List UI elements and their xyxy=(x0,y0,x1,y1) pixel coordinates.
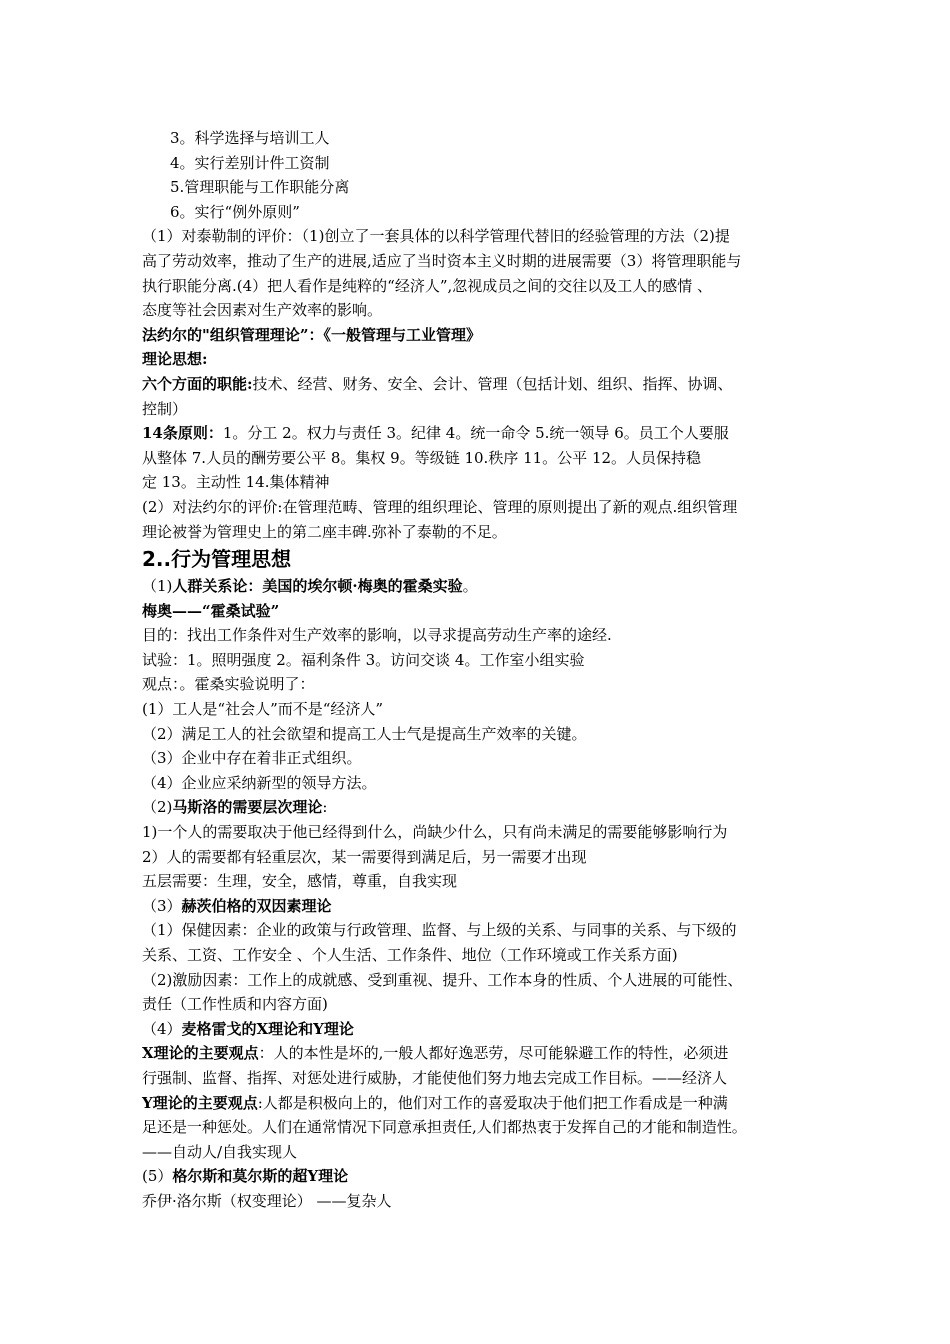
bold-lead: Y理论的主要观点 xyxy=(142,1093,258,1112)
text-line xyxy=(142,470,822,495)
text-line xyxy=(142,1091,822,1116)
line-text: 1)一个人的需要取决于他已经得到什么，尚缺少什么，只有尚未满足的需要能够影响行为 xyxy=(142,823,728,842)
line-text: （1）对泰勒制的评价：（1)创立了一套具体的以科学管理代替旧的经验管理的方法（2)提 xyxy=(142,227,730,246)
text-line xyxy=(142,298,822,323)
text-line xyxy=(142,274,822,299)
text-line xyxy=(142,1140,822,1165)
text-line xyxy=(142,1066,822,1091)
text-line xyxy=(142,1041,822,1066)
text-line xyxy=(142,672,822,697)
line-text: 定 13。主动性 14.集体精神 xyxy=(142,473,330,492)
line-text: (1）工人是“社会人”而不是“经济人” xyxy=(142,700,384,719)
text-line xyxy=(142,968,822,993)
line-text: 理论思想: xyxy=(142,350,208,369)
text-line xyxy=(142,623,822,648)
line-text: 关系、工资、工作安全 、个人生活、工作条件、地位（工作环境或工作关系方面) xyxy=(142,946,678,964)
line-text: 2）人的需要都有轻重层次，某一需要得到满足后，另一需要才出现 xyxy=(142,847,587,866)
line-text: 技术、经营、财务、安全、会计、管理（包括计划、组织、指挥、协调、 xyxy=(252,374,733,393)
line-text: 行强制、监督、指挥、对惩处进行威胁，才能使他们努力地去完成工作目标。——经济人 xyxy=(142,1068,728,1087)
text-line xyxy=(142,992,822,1017)
line-prefix: （3） xyxy=(142,896,182,915)
bold-lead: 赫茨伯格的双因素理论 xyxy=(181,896,332,915)
text-line xyxy=(142,918,822,943)
line-text: 从整体 7.人员的酬劳要公平 8。集权 9。等级链 10.秩序 11。公平 12。人员保持稳 xyxy=(142,448,702,467)
line-text: （4）企业应采纳新型的领导方法。 xyxy=(142,773,377,792)
line-prefix: （4） xyxy=(142,1019,182,1038)
text-line xyxy=(142,845,822,870)
line-text: (2）对法约尔的评价:在管理范畴、管理的组织理论、管理的原则提出了新的观点.组织管理 xyxy=(142,497,738,516)
line-text: 执行职能分离.(4）把人看作是纯粹的“经济人”,忽视成员之间的交往以及工人的感情 、 xyxy=(142,276,713,295)
line-text: 理论被誉为管理史上的第二座丰碑.弥补了泰勒的不足。 xyxy=(142,522,507,541)
line-text: 5.管理职能与工作职能分离 xyxy=(170,178,350,197)
line-text: 。 xyxy=(462,577,478,596)
text-line xyxy=(142,722,822,747)
text-line xyxy=(142,421,822,446)
line-text: 高了劳动效率，推动了生产的进展,适应了当时资本主义时期的进展需要（3）将管理职能与 xyxy=(142,251,742,270)
chapter-heading xyxy=(142,544,822,574)
text-line xyxy=(142,746,822,771)
text-line xyxy=(142,520,822,545)
line-prefix: （1) xyxy=(142,577,173,596)
text-line xyxy=(142,943,822,968)
line-text: 乔伊·洛尔斯（权变理论） ——复杂人 xyxy=(142,1191,392,1210)
section-heading xyxy=(142,347,822,372)
text-line xyxy=(142,397,822,422)
section-heading xyxy=(142,599,822,624)
text-line xyxy=(142,175,822,200)
bold-lead: 14条原则： xyxy=(142,424,223,443)
text-line xyxy=(142,869,822,894)
text-line xyxy=(142,648,822,673)
text-line xyxy=(142,495,822,520)
bold-lead: 格尔斯和莫尔斯的超Y理论 xyxy=(172,1167,349,1186)
text-line xyxy=(142,894,822,919)
line-text: 2..行为管理思想 xyxy=(142,547,292,572)
bold-lead: X理论的主要观点 xyxy=(142,1044,259,1063)
line-text: 足还是一种惩处。人们在通常情况下同意承担责任,人们都热衷于发挥自己的才能和制造性。 xyxy=(142,1118,747,1137)
line-text: 6。实行“例外原则” xyxy=(170,202,300,221)
text-line xyxy=(142,224,822,249)
line-text: 目的：找出工作条件对生产效率的影响，以寻求提高劳动生产率的途经. xyxy=(142,626,612,645)
text-line xyxy=(142,1017,822,1042)
text-line xyxy=(142,820,822,845)
line-text: （2)激励因素：工作上的成就感、受到重视、提升、工作本身的性质、个人进展的可能性、 xyxy=(142,970,743,989)
text-line xyxy=(142,697,822,722)
text-line xyxy=(142,795,822,820)
line-text: 五层需要：生理，安全，感情，尊重，自我实现 xyxy=(142,872,458,891)
line-text: 3。科学选择与培训工人 xyxy=(170,129,330,147)
bold-lead: 马斯洛的需要层次理论 xyxy=(172,798,323,817)
bold-lead: 人群关系论：美国的埃尔顿·梅奥的霍桑实验 xyxy=(172,577,463,596)
line-text: ：人的本性是坏的,一般人都好逸恶劳，尽可能躲避工作的特性，必须进 xyxy=(258,1044,729,1063)
bold-lead: 六个方面的职能: xyxy=(142,374,253,393)
text-line xyxy=(142,771,822,796)
section-heading xyxy=(142,323,822,348)
line-text: 1。分工 2。权力与责任 3。纪律 4。统一命令 5.统一领导 6。员工个人要服 xyxy=(222,424,729,443)
line-prefix: (5） xyxy=(142,1167,173,1186)
line-text: : xyxy=(322,798,328,817)
line-text: 梅奥——“霍桑试验” xyxy=(142,601,280,620)
line-text: ——自动人/自我实现人 xyxy=(142,1142,298,1161)
line-text: （2）满足工人的社会欲望和提高工人士气是提高生产效率的关键。 xyxy=(142,724,587,743)
line-text: 4。实行差别计件工资制 xyxy=(170,153,330,172)
bold-lead: 麦格雷戈的X理论和Y理论 xyxy=(181,1019,354,1038)
line-text: （3）企业中存在着非正式组织。 xyxy=(142,749,362,768)
line-text: 控制） xyxy=(142,399,188,418)
line-text: 责任（工作性质和内容方面) xyxy=(142,995,328,1014)
text-line xyxy=(142,1115,822,1140)
text-line xyxy=(142,372,822,397)
document-page xyxy=(142,126,822,1214)
text-line xyxy=(142,151,822,176)
line-text: :人都是积极向上的，他们对工作的喜爱取决于他们把工作看成是一种满 xyxy=(257,1093,728,1112)
text-line xyxy=(142,1189,822,1214)
line-text: 法约尔的"组织管理理论”：《一般管理与工业管理》 xyxy=(142,325,481,344)
line-text: （1）保健因素：企业的政策与行政管理、监督、与上级的关系、与同事的关系、与下级的 xyxy=(142,921,737,940)
text-line xyxy=(142,200,822,225)
text-line xyxy=(142,249,822,274)
text-line xyxy=(142,574,822,599)
text-line xyxy=(142,446,822,471)
text-line xyxy=(142,126,822,151)
line-text: 试验：1。照明强度 2。福利条件 3。访问交谈 4。工作室小组实验 xyxy=(142,650,585,669)
line-prefix: （2) xyxy=(142,798,173,817)
line-text: 态度等社会因素对生产效率的影响。 xyxy=(142,301,383,320)
line-text: 观点：。霍桑实验说明了： xyxy=(142,675,315,694)
text-line xyxy=(142,1164,822,1189)
